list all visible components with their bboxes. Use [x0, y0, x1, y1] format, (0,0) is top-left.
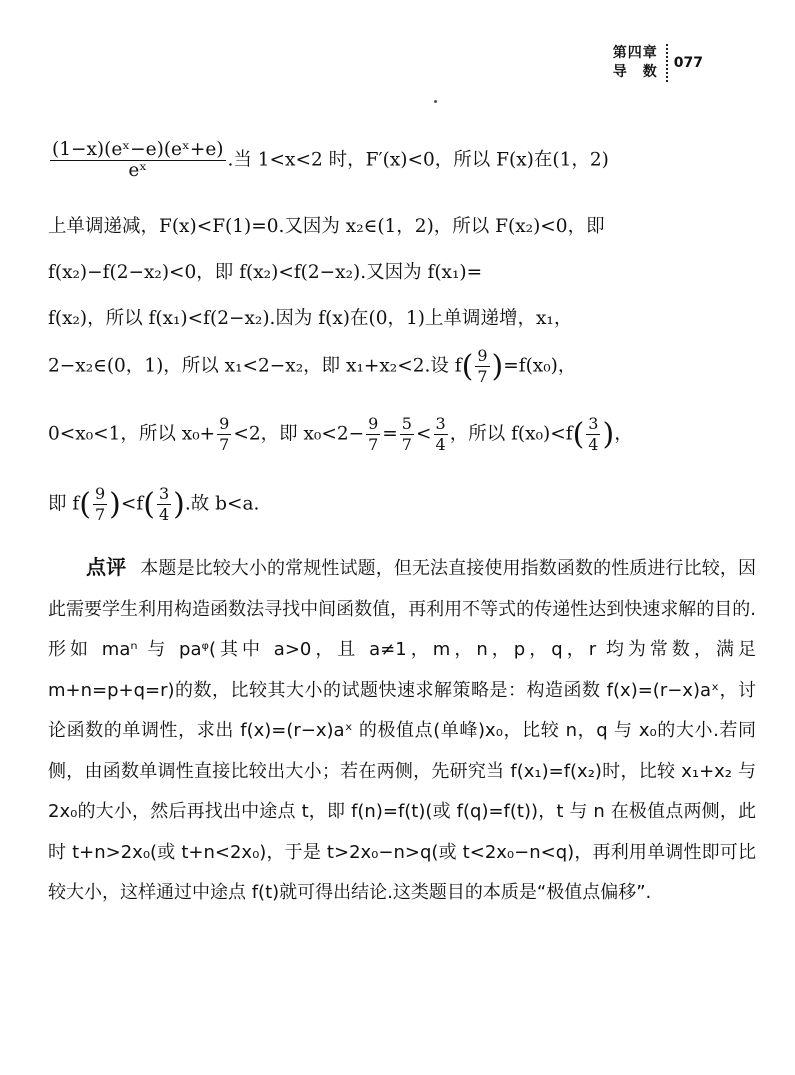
- fraction: [366, 414, 380, 455]
- right-paren: ): [491, 349, 504, 384]
- left-paren: (: [143, 487, 155, 522]
- solution-line-3: [48, 258, 482, 284]
- fraction-denominator: 4: [588, 435, 599, 454]
- line-text: f(x₂)−f(2−x₂)<0，即 f(x₂)<f(2−x₂).又因为 f(x₁)=: [48, 262, 483, 283]
- solution-line-6: [48, 414, 633, 455]
- line-text: 上单调递减，F(x)<F(1)=0.又因为 x₂∈(1，2)，所以 F(x₂)<0，即: [48, 216, 605, 237]
- fraction-numerator: 5: [401, 414, 412, 433]
- line-text: =: [382, 423, 398, 445]
- fraction-denominator: 7: [94, 505, 106, 524]
- print-speck: [434, 100, 437, 103]
- fraction-numerator: 3: [588, 414, 599, 433]
- line-text: .当 1<x<2 时，F′(x)<0，所以 F(x)在(1，2): [227, 149, 609, 171]
- fraction-numerator: 9: [368, 414, 379, 433]
- comment-text: 本题是比较大小的常规性试题，但无法直接使用指数函数的性质进行比较，因此需要学生利用构造函数法寻找中间函数值，再利用不等式的传递性达到快速求解的目的.形如 maⁿ 与 paᵠ(其中 a>0，且 a≠1，m，n，p，q，r 均为常数，满足 m+n=p+q=r)的数，比较其大小的试题快速求解策略是：构造函数 f(x)=(r−x)aˣ，讨论函数的单调性，求出 f(x)=(r−x)aˣ 的极值点(单峰)x₀，比较 n，q 与 x₀的大小.若同侧，由函数单调性直接比较出大小；若在两侧，先研究当 f(x₁)=f(x₂)时，比较 x₁+x₂ 与 2x₀的大小，然后再找出中途点 t，即 f(n)=f(t)(或 f(q)=f(t))，t 与 n 在极值点两侧，此时 t+n>2x₀(或 t+n<2x₀)，于是 t>2x₀−n>q(或 t<2x₀−n<q)，再利用单调性即可比较大小，这样通过中途点 f(t)就可得出结论.这类题目的本质是“极值点偏移”.: [48, 558, 757, 903]
- right-paren: ): [109, 487, 121, 522]
- fraction-numerator: 3: [435, 414, 446, 433]
- solution-line-2: [48, 212, 605, 238]
- line-text: =f(x₀)，: [503, 355, 577, 377]
- fraction-denominator: 4: [435, 435, 446, 454]
- fraction-denominator: 7: [477, 367, 488, 386]
- fraction: [50, 140, 226, 181]
- solution-line-1: [48, 140, 609, 181]
- fraction-denominator: eˣ: [128, 160, 148, 181]
- fraction: [586, 414, 600, 455]
- line-text: 0<x₀<1，所以 x₀+: [48, 423, 216, 445]
- line-text: ，: [614, 423, 633, 445]
- comment-paragraph: [48, 547, 756, 914]
- fraction-denominator: 7: [368, 435, 379, 454]
- fraction-denominator: 7: [219, 435, 230, 454]
- fraction-numerator: 9: [94, 484, 106, 503]
- left-paren: (: [572, 417, 585, 452]
- right-paren: ): [602, 417, 615, 452]
- line-text: <2，即 x₀<2−: [233, 423, 365, 445]
- left-paren: (: [461, 349, 474, 384]
- solution-line-5: [48, 346, 576, 387]
- fraction-numerator: 9: [219, 414, 230, 433]
- solution-line-7: [48, 484, 259, 525]
- page-number: 077: [673, 55, 703, 71]
- fraction: [434, 414, 448, 455]
- fraction: [157, 484, 171, 525]
- line-text: ，所以 f(x₀)<f: [449, 423, 573, 445]
- fraction: [400, 414, 414, 455]
- section-title: 导 数: [612, 64, 658, 80]
- line-text: <f: [120, 493, 144, 515]
- line-text: 2−x₂∈(0，1)，所以 x₁<2−x₂，即 x₁+x₂<2.设 f: [48, 355, 462, 377]
- solution-line-4: [48, 304, 572, 330]
- left-paren: (: [79, 487, 91, 522]
- chapter-title: 第四章: [612, 45, 658, 61]
- fraction-denominator: 4: [158, 505, 170, 524]
- fraction: [93, 484, 107, 525]
- line-text: .故 b<a.: [184, 493, 260, 515]
- fraction-numerator: (1−x)(eˣ−e)(eˣ+e): [52, 139, 224, 160]
- chapter-heading: [613, 44, 668, 82]
- line-text: <: [415, 423, 432, 445]
- fraction: [217, 414, 231, 455]
- page-header: [613, 44, 703, 82]
- fraction-denominator: 7: [401, 435, 412, 454]
- line-text: f(x₂)，所以 f(x₁)<f(2−x₂).因为 f(x)在(0，1)上单调递增，x₁，: [48, 308, 573, 329]
- fraction-numerator: 9: [477, 346, 488, 365]
- fraction: [475, 346, 489, 387]
- comment-label: 点评: [86, 555, 127, 579]
- fraction-numerator: 3: [158, 484, 170, 503]
- line-text: 即 f: [48, 493, 80, 515]
- right-paren: ): [173, 487, 185, 522]
